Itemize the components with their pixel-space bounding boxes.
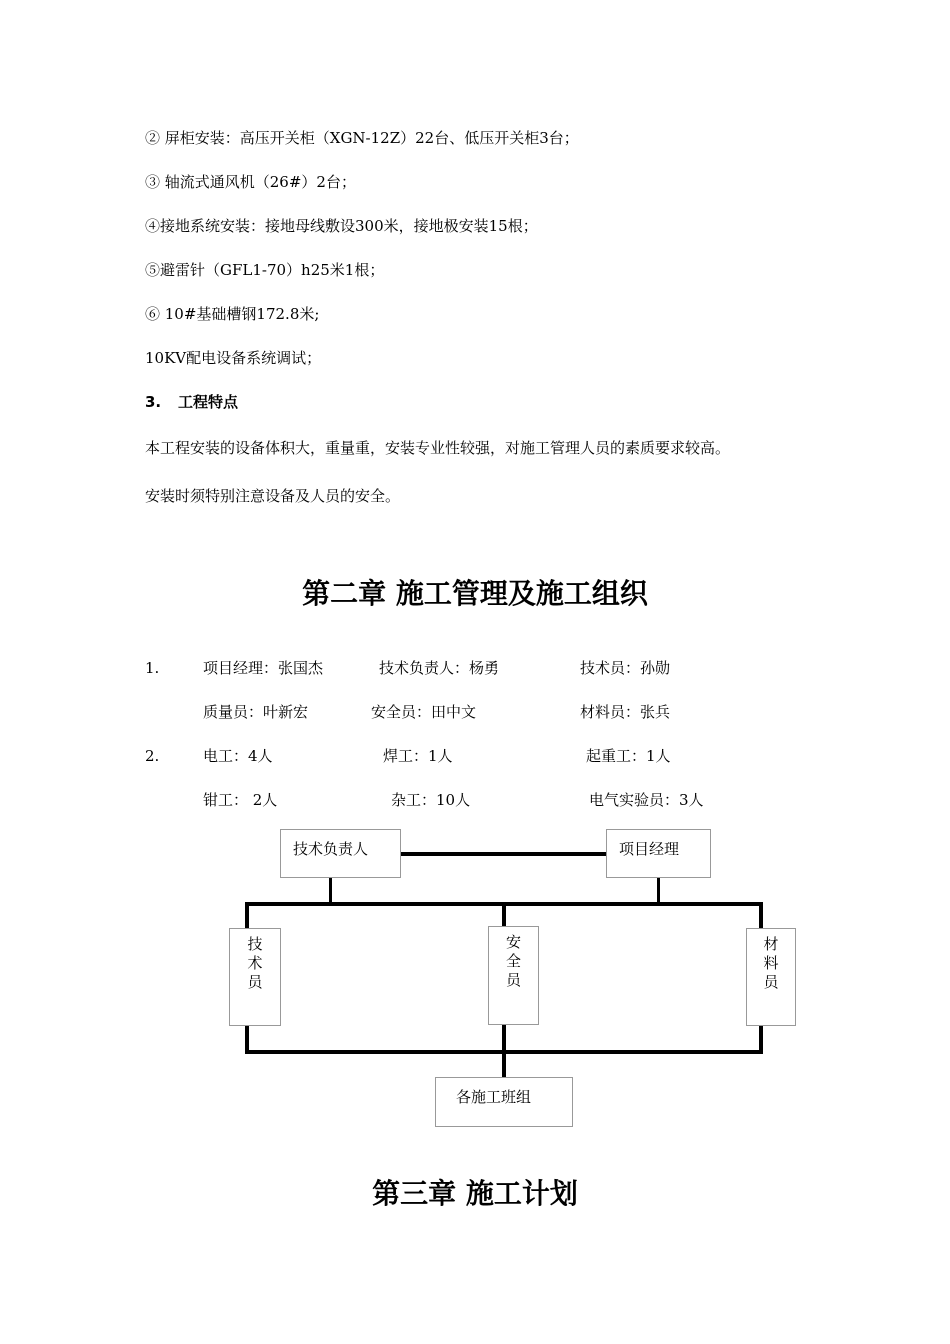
section3-para2: 安装时须特别注意设备及人员的安全。 (145, 487, 401, 505)
technician-box (229, 928, 281, 1026)
project-manager-label: 项目经理：张国杰 (203, 659, 324, 677)
project-manager-box (606, 829, 711, 878)
safety-char-1: 安 (505, 933, 521, 951)
right-upper-drop (759, 902, 763, 929)
section3-number: 3. (145, 393, 162, 411)
electrical-testers-label: 电气实验员：3人 (589, 791, 704, 809)
pm-drop (657, 876, 660, 904)
tech-lead-label: 技术负责人：杨勇 (379, 659, 500, 677)
electricians-label: 电工：4人 (203, 747, 273, 765)
project-manager-box-label: 项目经理 (619, 840, 680, 858)
row1-number: 1. (145, 659, 160, 677)
riggers-label: 起重工：1人 (586, 747, 671, 765)
technician-char-2: 术 (247, 954, 263, 972)
item-3: ③ 轴流式通风机（26#）2台； (145, 173, 356, 191)
teams-box-label: 各施工班组 (456, 1088, 532, 1106)
item-commissioning: 10KV配电设备系统调试； (145, 349, 322, 367)
teams-connector (502, 1052, 506, 1078)
safety-char-2: 全 (505, 952, 521, 970)
item-2: ② 屏柜安装：高压开关柜（XGN-12Z）22台、低压开关柜3台； (145, 129, 579, 147)
section3-para1: 本工程安装的设备体积大，重量重，安装专业性较强，对施工管理人员的素质要求较高。 (145, 439, 731, 457)
materials-char-3: 员 (763, 973, 779, 991)
item-4: ④接地系统安装：接地母线敷设300米，接地极安装15根； (145, 217, 538, 235)
row3-number: 2. (145, 747, 160, 765)
technician-char-3: 员 (247, 973, 263, 991)
teams-box (435, 1077, 573, 1127)
technician-char-1: 技 (247, 935, 263, 953)
fitters-label: 钳工： 2人 (203, 791, 278, 809)
quality-inspector-label: 质量员：叶新宏 (203, 703, 309, 721)
laborers-label: 杂工：10人 (391, 791, 471, 809)
section3-title: 工程特点 (178, 393, 239, 411)
materials-box (746, 928, 796, 1026)
safety-officer-label: 安全员：田中文 (371, 703, 477, 721)
item-5: ⑤避雷针（GFL1-70）h25米1根； (145, 261, 385, 279)
top-connector (400, 852, 607, 856)
chapter3-title: 第三章 施工计划 (372, 1177, 578, 1210)
safety-box (488, 926, 539, 1025)
technician-label: 技术员：孙勋 (580, 659, 671, 677)
tech-lead-drop (329, 876, 332, 904)
mid-upper-drop (502, 902, 506, 929)
materials-char-1: 材 (763, 935, 779, 953)
materials-officer-label: 材料员：张兵 (580, 703, 671, 721)
welders-label: 焊工：1人 (383, 747, 453, 765)
safety-char-3: 员 (505, 971, 521, 989)
tech-lead-box-label: 技术负责人 (293, 840, 369, 858)
materials-char-2: 料 (763, 954, 779, 972)
left-upper-drop (245, 902, 249, 929)
tech-lead-box (280, 829, 401, 878)
item-6: ⑥ 10#基础槽钢172.8米; (145, 305, 320, 323)
chapter2-title: 第二章 施工管理及施工组织 (302, 577, 648, 610)
